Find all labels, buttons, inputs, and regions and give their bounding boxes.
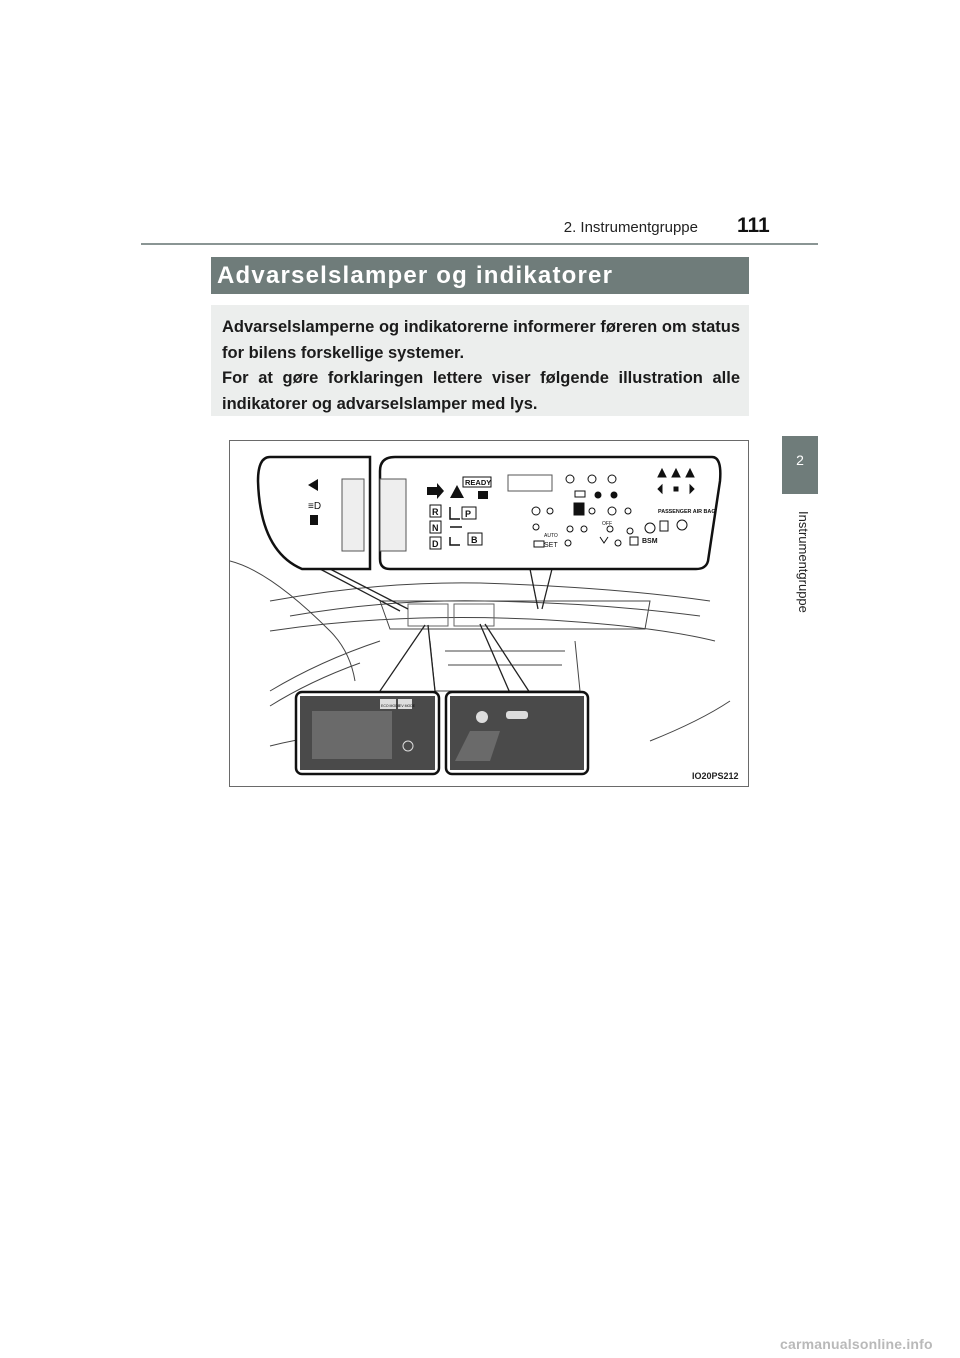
watermark: carmanualsonline.info — [780, 1336, 933, 1352]
gear-d-indicator: D — [432, 539, 439, 549]
section-heading: Advarselslamper og indikatorer — [217, 262, 614, 289]
gear-n-indicator: N — [432, 523, 439, 533]
chapter-tab-number: 2 — [796, 452, 804, 468]
intro-paragraph-1: Advarselslamperne og indikatorerne informerer føreren om status for bilens forskellige systemer. — [222, 318, 740, 362]
instrument-cluster-illustration — [229, 440, 749, 787]
chapter-title: 2. Instrumentgruppe — [563, 219, 698, 236]
eco-mode-indicator: ECO MODE — [381, 704, 401, 708]
chapter-tab-label: Instrumentgruppe — [796, 511, 811, 613]
page-number: 111 — [737, 214, 770, 237]
set-indicator: SET — [544, 542, 558, 549]
callout-lower-right-panel — [446, 692, 588, 774]
svg-text:≡D: ≡D — [308, 501, 322, 512]
callout-main-panel — [380, 457, 720, 569]
dashboard-drawing — [230, 441, 750, 788]
passenger-air-bag-indicator: PASSENGER AIR BAG — [658, 509, 716, 515]
auto-indicator: AUTO — [544, 533, 558, 539]
callout-left-panel — [258, 457, 370, 569]
gear-p-indicator: P — [465, 509, 472, 519]
ready-indicator: READY — [465, 478, 492, 487]
gear-r-indicator: R — [432, 507, 439, 517]
cluster-screen-left — [408, 604, 448, 626]
gear-b-indicator: B — [471, 535, 478, 545]
callout-lower-left-panel — [296, 692, 439, 774]
bsm-indicator: BSM — [642, 538, 658, 545]
intro-paragraph-2: For at gøre forklaringen lettere viser følgende illustration alle indikatorer og advarselslamper med lys. — [222, 369, 740, 413]
ev-mode-indicator: EV MODE — [399, 704, 416, 708]
header-divider — [141, 243, 818, 245]
off-indicator: OFF — [602, 521, 612, 527]
figure-code: IO20PS212 — [692, 771, 739, 781]
cluster-screen-right — [454, 604, 494, 626]
